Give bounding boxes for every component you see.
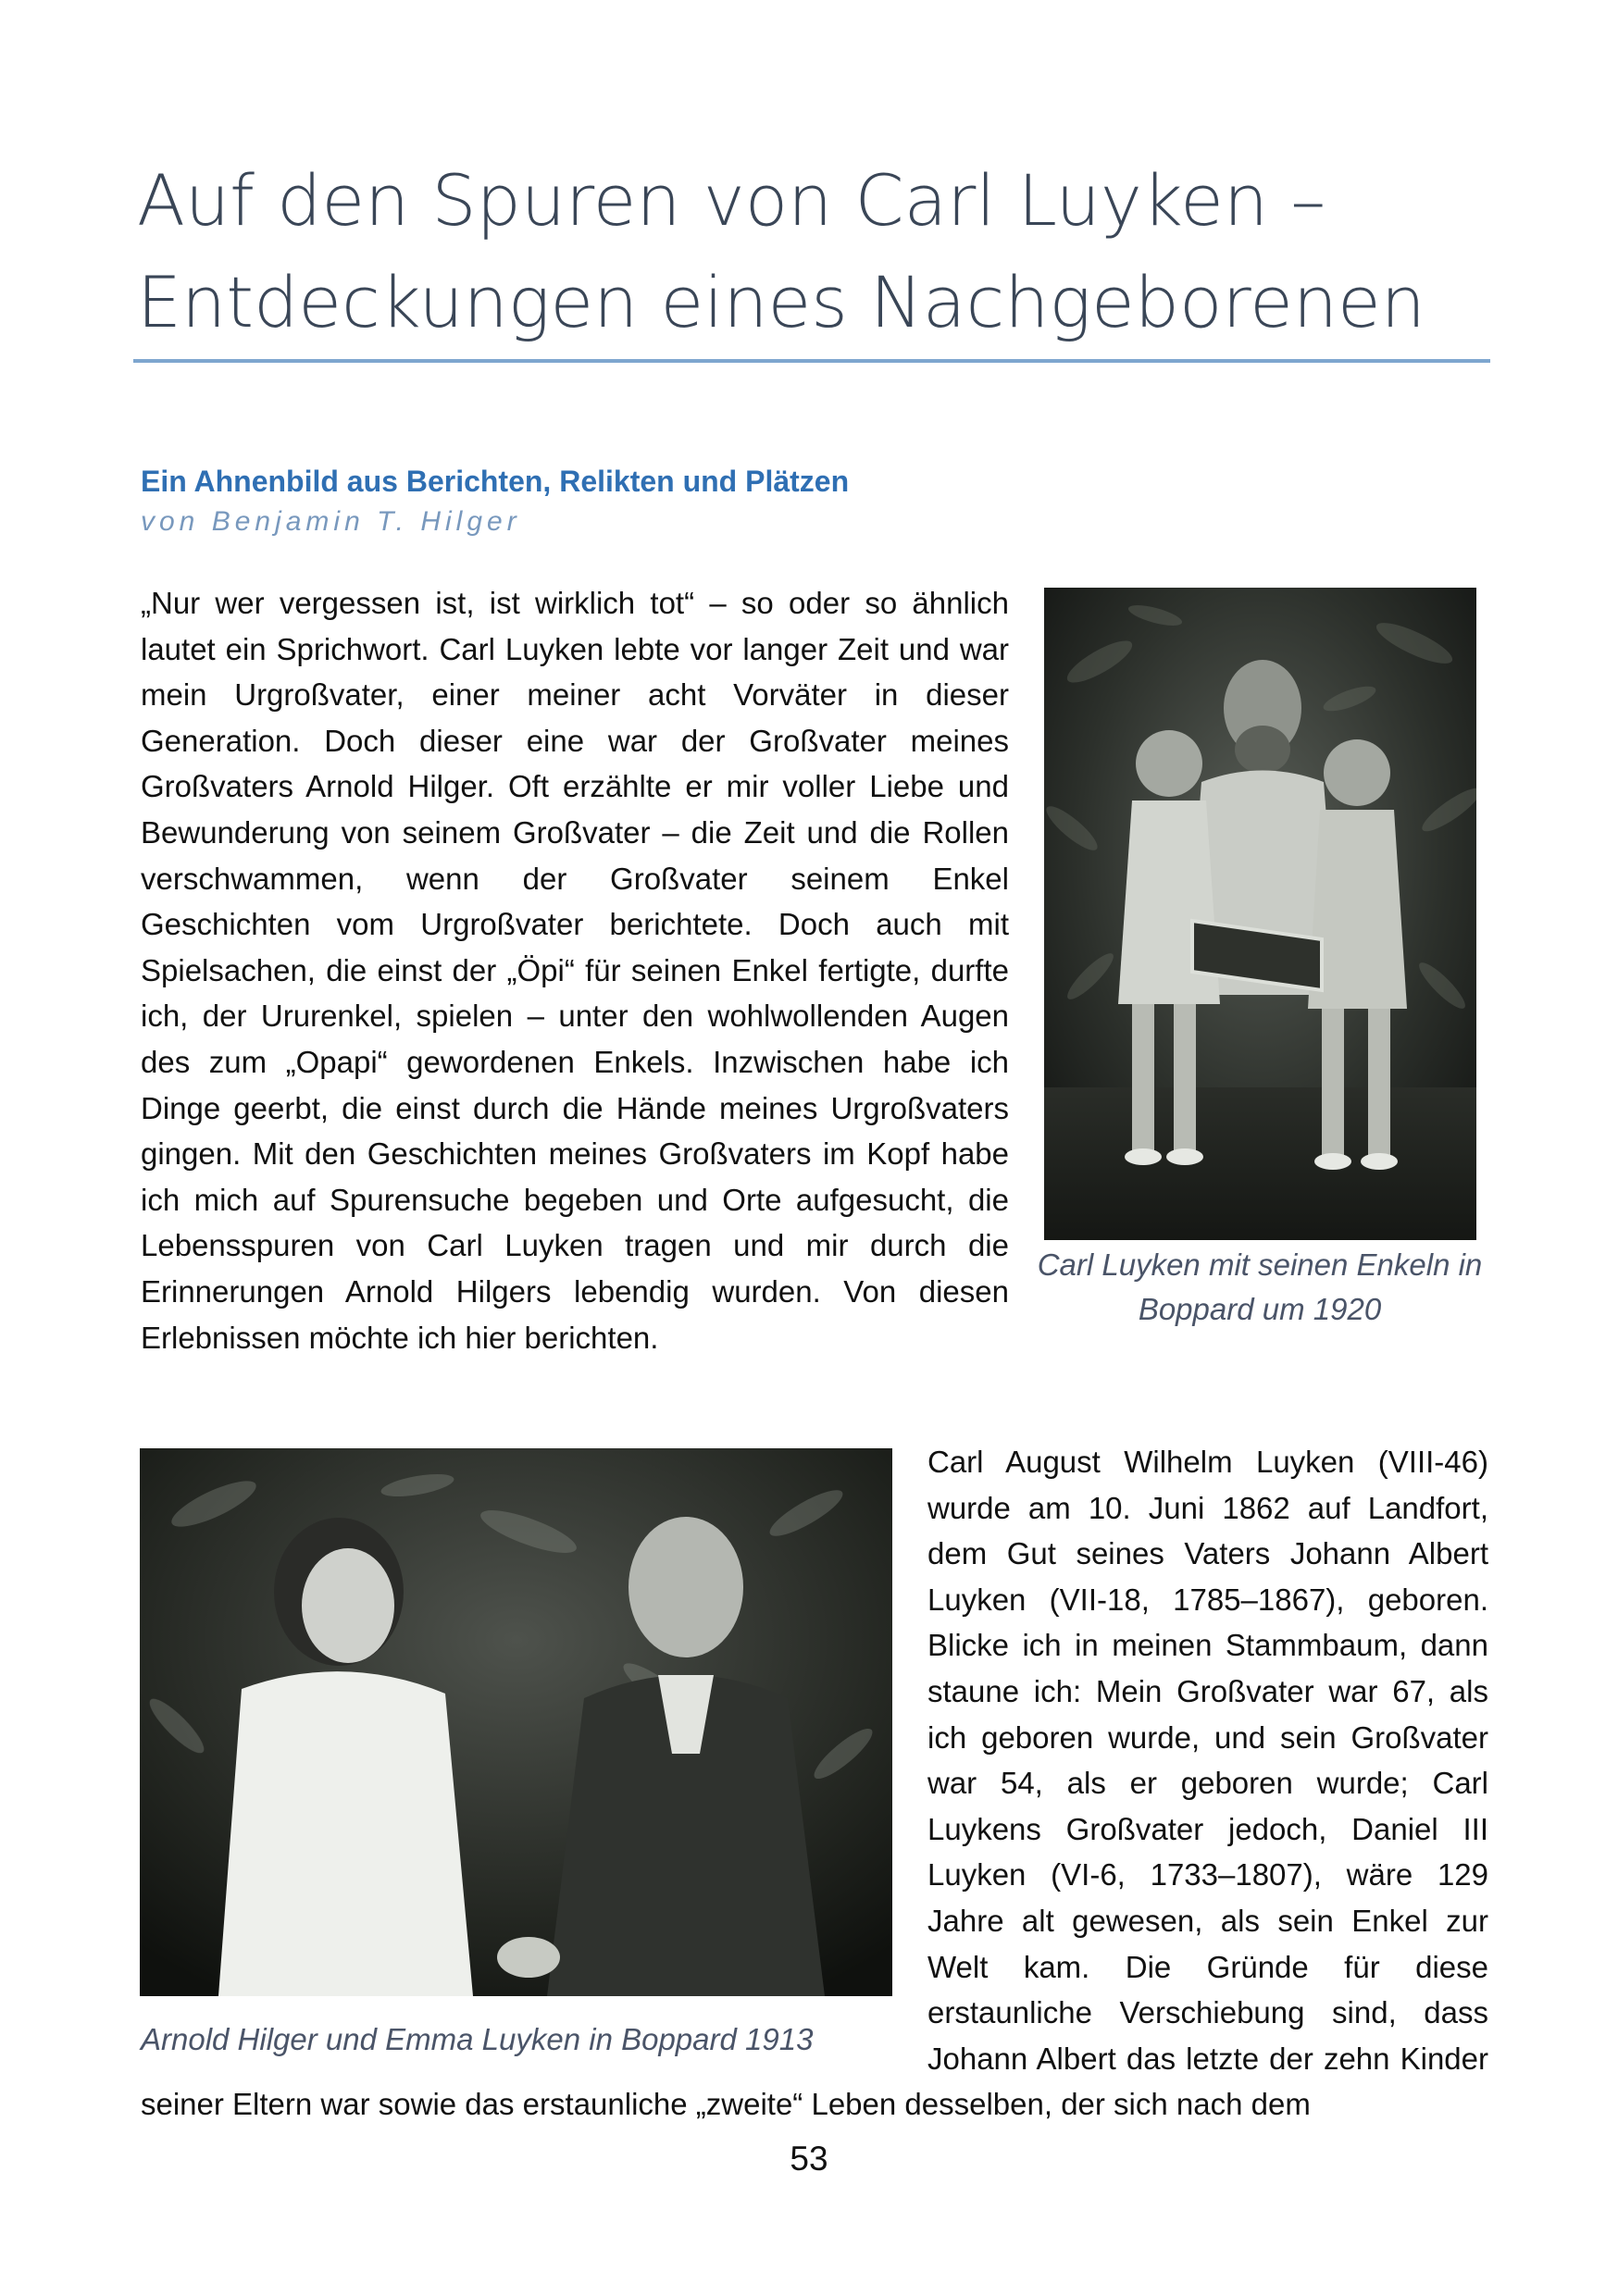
photo-carl-luyken-with-grandchildren xyxy=(1044,588,1476,1240)
article-title-line-2: Entdeckungen eines Nachgeborenen xyxy=(137,261,1425,343)
author-byline: von Benjamin T. Hilger xyxy=(141,506,521,537)
main-paragraph-text: Carl August Wilhelm Luyken (VIII-46) wurde am 10. Juni 1862 auf Landfort, dem Gut seines Vaters Johann Albert Luyken (VII-18, 1785–1867), geboren. Blicke ich in meinen Stammbaum, dann staune ich: Mein Großvater war 67, als ich geboren wurde, und sein Großvater war 54, als er geboren wurde; Carl Luykens Großvater jedoch, Daniel III Luyken (VI-6, 1733–1807), wäre 129 Jahre alt gewesen, als sein Enkel zur Welt kam. Die Gründe für diese erstaunliche Verschiebung sind, dass Johann Albert das letzte der zehn Kinder seiner Eltern war sowie das erstaunliche „zweite“ Leben desselben, der sich nach dem xyxy=(141,1445,1488,2122)
photo-1-image xyxy=(1044,588,1476,1240)
figure-1-caption: Carl Luyken mit seinen Enkeln in Boppard um 1920 xyxy=(1037,1247,1483,1326)
photo-arnold-hilger-emma-luyken xyxy=(140,1448,892,1996)
figure-2-caption: Arnold Hilger und Emma Luyken in Boppard 1913 xyxy=(141,2022,814,2056)
article-title xyxy=(137,150,1488,354)
title-divider xyxy=(133,359,1490,363)
intro-paragraph: „Nur wer vergessen ist, ist wirklich tot“ – so oder so ähnlich lautet ein Sprichwort. Carl Luyken lebte vor langer Zeit und war mein Urgroßvater, einer meiner acht Vorväter in dieser Generation. Doch dieser eine war der Großvater meines Großvaters Arnold Hilger. Oft erzählte er mir voller Liebe und Bewunderung von seinem Großvater – die Zeit und die Rollen verschwammen, wenn der Großvater seinem Enkel Geschichten vom Urgroßvater berichtete. Doch auch mit Spielsachen, die einst der „Öpi“ für seinen Enkel fertigte, durfte ich, der Ururenkel, spielen – unter den wohlwollenden Augen des zum „Opapi“ gewordenen Enkels. Inzwischen habe ich Dinge geerbt, die einst durch die Hände meines Urgroßvaters gingen. Mit den Geschichten meines Großvaters im Kopf habe ich mich auf Spurensuche begeben und Orte aufgesucht, die Lebensspuren von Carl Luyken tragen und mir durch die Erinnerungen Arnold Hilgers lebendig wurden. Von diesen Erlebnissen möchte ich hier berichten. xyxy=(141,586,1009,1355)
photo-2-image xyxy=(140,1448,892,1996)
article-subtitle: Ein Ahnenbild aus Berichten, Relikten und Plätzen xyxy=(141,465,850,498)
article-title-line-1: Auf den Spuren von Carl Luyken – xyxy=(137,159,1326,242)
page-number: 53 xyxy=(790,2140,828,2178)
